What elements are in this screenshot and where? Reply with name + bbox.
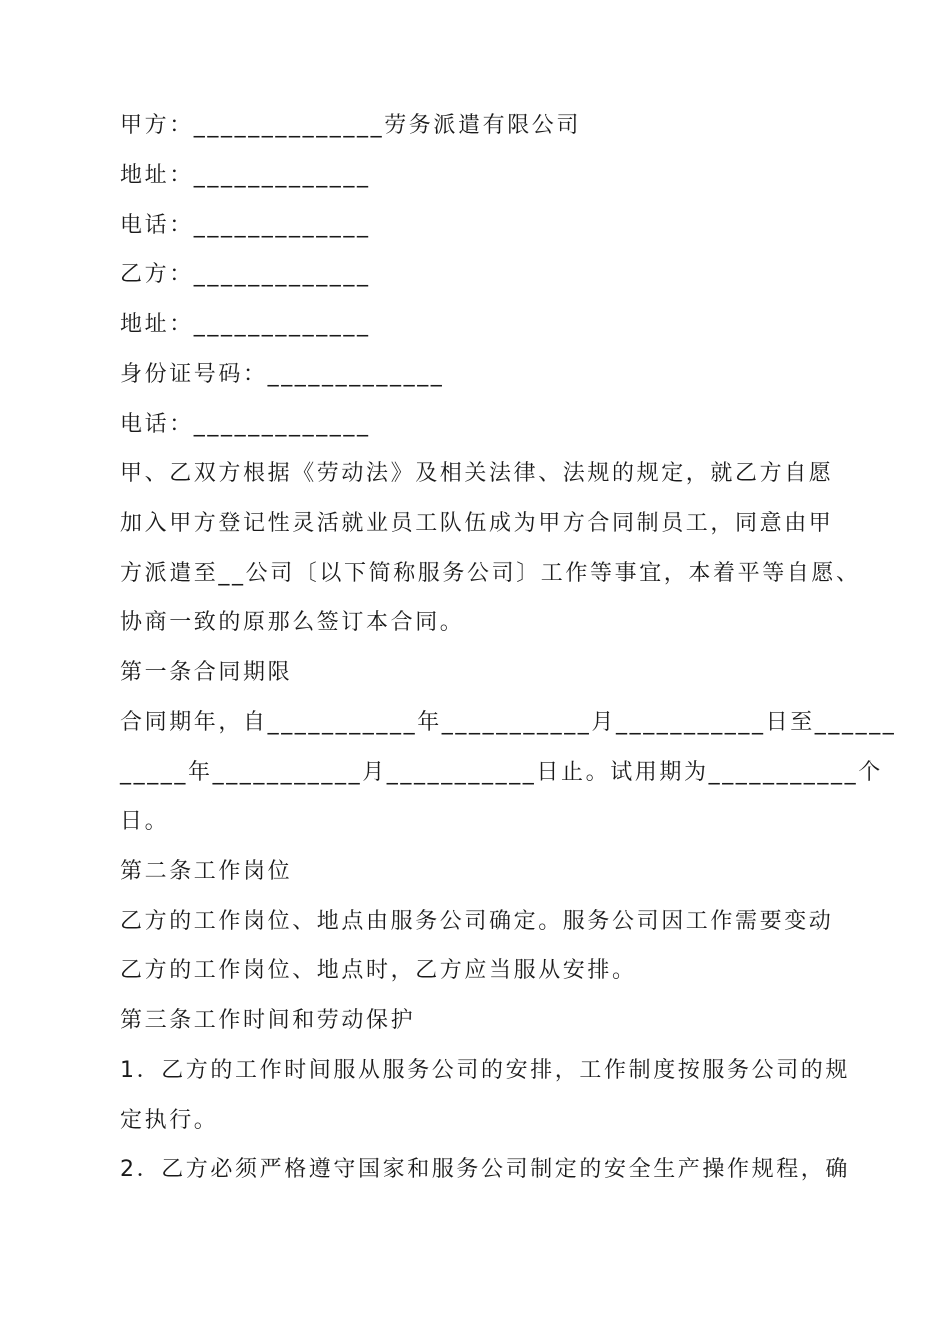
article-3-item-2-line-1: 2．乙方必须严格遵守国家和服务公司制定的安全生产操作规程，确 bbox=[120, 1157, 850, 1182]
preamble-line-1: 甲、乙双方根据《劳动法》及相关法律、法规的规定，就乙方自愿 bbox=[120, 461, 834, 486]
party-a-address-line: 地址：_____________ bbox=[120, 163, 371, 188]
party-b-line: 乙方：_____________ bbox=[120, 262, 371, 287]
party-a-line: 甲方：______________劳务派遣有限公司 bbox=[120, 113, 582, 138]
article-2-line-2: 乙方的工作岗位、地点时，乙方应当服从安排。 bbox=[120, 958, 637, 983]
article-2-heading: 第二条工作岗位 bbox=[120, 859, 293, 884]
article-1-line-3: 日。 bbox=[120, 809, 170, 834]
article-2-line-1: 乙方的工作岗位、地点由服务公司确定。服务公司因工作需要变动 bbox=[120, 909, 834, 934]
preamble-line-2: 加入甲方登记性灵活就业员工队伍成为甲方合同制员工，同意由甲 bbox=[120, 511, 834, 536]
preamble-line-3: 方派遣至__公司〔以下简称服务公司〕工作等事宜，本着平等自愿、 bbox=[120, 561, 861, 586]
article-3-item-1-line-1: 1．乙方的工作时间服从服务公司的安排，工作制度按服务公司的规 bbox=[120, 1058, 850, 1083]
party-b-id-line: 身份证号码：_____________ bbox=[120, 362, 445, 387]
party-b-phone-line: 电话：_____________ bbox=[120, 412, 371, 437]
article-3-item-1-line-2: 定执行。 bbox=[120, 1108, 219, 1133]
article-3-heading: 第三条工作时间和劳动保护 bbox=[120, 1008, 416, 1033]
article-1-line-1: 合同期年，自___________年___________月___________日至______ bbox=[120, 710, 897, 735]
preamble-line-4: 协商一致的原那么签订本合同。 bbox=[120, 610, 465, 635]
party-a-phone-line: 电话：_____________ bbox=[120, 213, 371, 238]
party-b-address-line: 地址：_____________ bbox=[120, 312, 371, 337]
article-1-heading: 第一条合同期限 bbox=[120, 660, 293, 685]
article-1-line-2: _____年___________月___________日止。试用期为___________个 bbox=[120, 760, 883, 785]
